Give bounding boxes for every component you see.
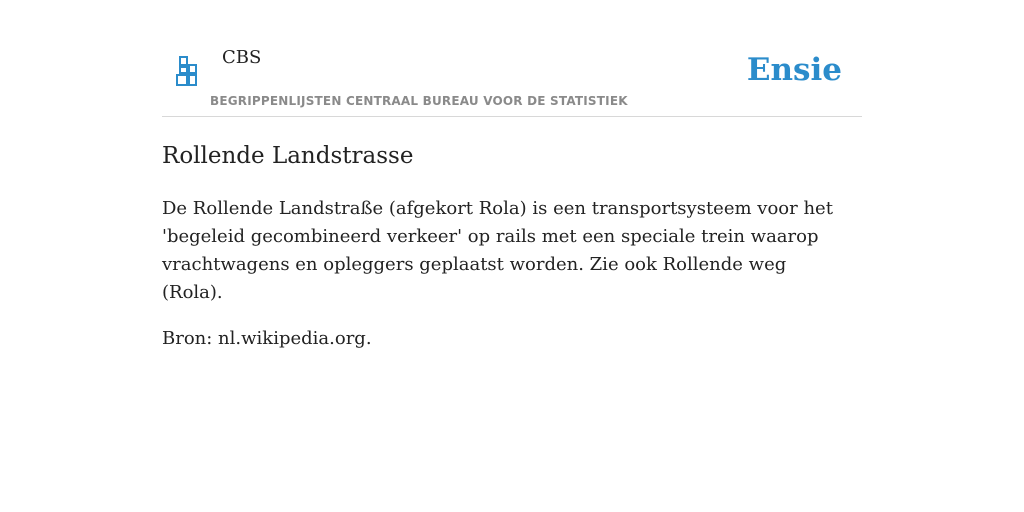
- entry-definition: De Rollende Landstraße (afgekort Rola) is een transportsysteem voor het 'begeleid gecombineerd verkeer' op rails met een speciale trein waarop vrachtwagens en opleggers geplaatst worden. Zie ook Rollende weg (Rola).: [162, 198, 833, 303]
- org-name[interactable]: CBS: [222, 47, 262, 68]
- site-header: [162, 0, 862, 117]
- entry-title: Rollende Landstrasse: [162, 143, 414, 169]
- page-container: [162, 0, 862, 353]
- entry-source: Bron: nl.wikipedia.org.: [162, 328, 372, 349]
- cbs-logo-icon[interactable]: [176, 55, 198, 87]
- site-subtitle[interactable]: BEGRIPPENLIJSTEN CENTRAAL BUREAU VOOR DE STATISTIEK: [210, 94, 628, 108]
- ensie-brand-link[interactable]: Ensie: [746, 52, 842, 88]
